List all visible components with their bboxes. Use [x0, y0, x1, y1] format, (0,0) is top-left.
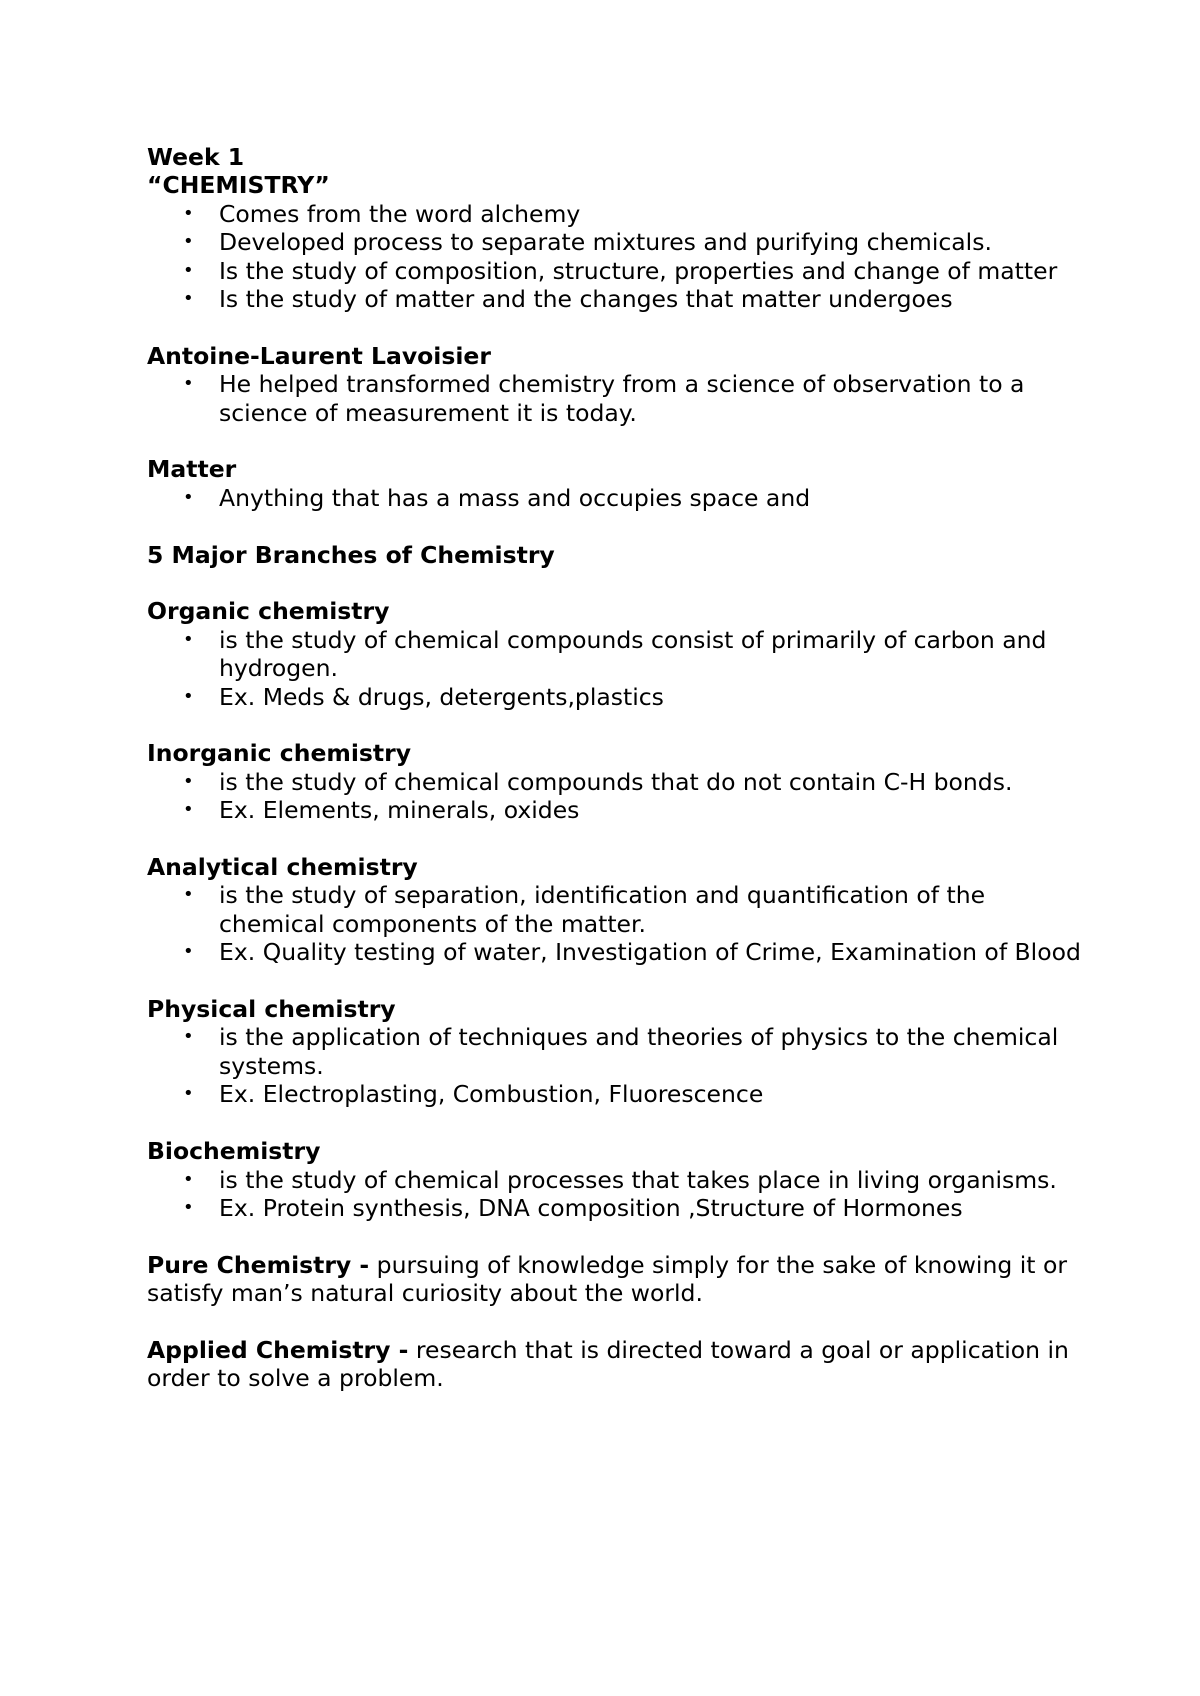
bullet-icon: • [183, 685, 194, 707]
document-page [147, 143, 1087, 1393]
bullet-icon: • [183, 202, 194, 224]
bullet-icon: • [183, 628, 194, 650]
applied-chemistry-definition: research that is directed toward a goal or application in order to solve a problem. [147, 1335, 1069, 1393]
bullet-icon: • [183, 1168, 194, 1190]
pure-chemistry-definition: pursuing of knowledge simply for the sake of knowing it or satisfy man’s natural curiosity about the world. [147, 1250, 1067, 1308]
spacer [147, 1308, 1087, 1336]
bullet-icon: • [183, 884, 194, 906]
bullet-icon: • [183, 231, 194, 253]
list-item: • is the study of chemical compounds consist of primarily of carbon and hydrogen. [183, 625, 1047, 683]
list-item: • Comes from the word alchemy [183, 199, 581, 228]
bullet-icon: • [183, 799, 194, 821]
inorganic-list [147, 768, 1087, 825]
applied-chemistry-term: Applied Chemistry - [147, 1335, 409, 1364]
list-item: • is the application of techniques and theories of physics to the chemical systems. [183, 1023, 1059, 1080]
applied-chemistry-paragraph [147, 1336, 1087, 1393]
spacer [147, 1109, 1087, 1137]
matter-heading: Matter [147, 455, 237, 484]
list-item: • Ex. Electroplasting, Combustion, Fluorescence [183, 1080, 764, 1109]
list-item: • He helped transformed chemistry from a science of observation to a science of measurement it is today. [183, 370, 1025, 427]
biochemistry-heading: Biochemistry [147, 1137, 321, 1166]
spacer [147, 427, 1087, 455]
spacer [147, 313, 1087, 341]
branches-heading: 5 Major Branches of Chemistry [147, 540, 555, 569]
list-item: • is the study of chemical processes that takes place in living organisms. [183, 1165, 1057, 1194]
biochemistry-list [147, 1166, 1087, 1223]
spacer [147, 825, 1087, 853]
analytical-list [147, 881, 1087, 966]
pure-chemistry-paragraph [147, 1251, 1087, 1308]
physical-heading: Physical chemistry [147, 995, 396, 1024]
bullet-icon: • [183, 259, 194, 281]
list-item: • Ex. Protein synthesis, DNA composition ,Structure of Hormones [183, 1193, 963, 1222]
week-heading: Week 1 [147, 143, 245, 171]
bullet-icon: • [183, 1083, 194, 1105]
list-item: • Anything that has a mass and occupies space and [183, 483, 811, 512]
chemistry-list [147, 200, 1087, 314]
matter-list [147, 484, 1087, 512]
list-item: • Is the study of matter and the changes that matter undergoes [183, 285, 953, 314]
pure-chemistry-term: Pure Chemistry - [147, 1250, 370, 1279]
list-item: • Ex. Quality testing of water, Investigation of Crime, Examination of Blood [183, 938, 1081, 967]
bullet-icon: • [183, 941, 194, 963]
list-item: • is the study of separation, identification and quantification of the chemical components of the matter. [183, 881, 986, 938]
spacer [147, 1222, 1087, 1250]
list-item: • is the study of chemical compounds that do not contain C-H bonds. [183, 767, 1013, 796]
list-item: • Is the study of composition, structure, properties and change of matter [183, 256, 1058, 285]
inorganic-heading: Inorganic chemistry [147, 739, 412, 768]
spacer [147, 569, 1087, 597]
lavoisier-list [147, 370, 1087, 427]
analytical-heading: Analytical chemistry [147, 853, 418, 882]
spacer [147, 967, 1087, 995]
bullet-icon: • [183, 1026, 194, 1048]
list-item: • Developed process to separate mixtures and purifying chemicals. [183, 228, 992, 257]
bullet-icon: • [183, 1196, 194, 1218]
list-item: • Ex. Elements, minerals, oxides [183, 796, 580, 825]
bullet-icon: • [183, 288, 194, 310]
bullet-icon: • [183, 486, 194, 508]
organic-list [147, 626, 1087, 711]
physical-list [147, 1023, 1087, 1108]
list-item: • Ex. Meds & drugs, detergents,plastics [183, 682, 664, 711]
spacer [147, 711, 1087, 739]
organic-heading: Organic chemistry [147, 597, 390, 626]
bullet-icon: • [183, 770, 194, 792]
bullet-icon: • [183, 373, 194, 395]
lavoisier-heading: Antoine-Laurent Lavoisier [147, 341, 491, 370]
spacer [147, 512, 1087, 540]
chemistry-heading: “CHEMISTRY” [147, 171, 330, 200]
